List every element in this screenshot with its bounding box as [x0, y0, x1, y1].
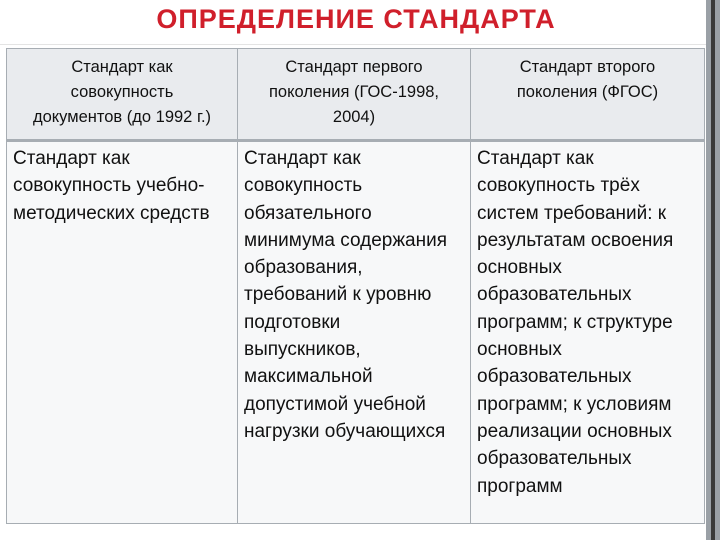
page-title: ОПРЕДЕЛЕНИЕ СТАНДАРТА	[156, 4, 556, 34]
header-first-generation	[238, 49, 471, 141]
header-pre-1992	[7, 49, 238, 141]
header-second-generation-text: Стандарт второго поколения (ФГОС)	[516, 58, 659, 101]
cell-second-generation	[471, 141, 705, 524]
slide-edge-rule-dark	[711, 0, 715, 540]
cell-first-generation-text: Стандарт как совокупность обязательного минимума содержания образования, требований к уровню подготовки выпускников, максимальной допустимой учебной нагрузки обучающихся	[244, 148, 448, 442]
header-first-generation-text: Стандарт первого поколения (ГОС-1998, 2004)	[268, 58, 440, 126]
cell-first-generation	[238, 141, 471, 524]
cell-pre-1992-text: Стандарт как совокупность учебно- методических средств	[13, 148, 210, 224]
standards-table	[6, 48, 705, 524]
cell-second-generation-text: Стандарт как совокупность трёх систем требований: к результатам освоения основных образовательных программ; к структуре основных образовательных программ; к условиям реализации основных образовательных программ	[477, 148, 674, 497]
table-row	[7, 141, 705, 524]
table-header-row	[7, 49, 705, 141]
slide-edge-rule	[706, 0, 720, 540]
header-pre-1992-text: Стандарт как совокупность документов (до 1992 г.)	[32, 58, 212, 126]
cell-pre-1992	[7, 141, 238, 524]
title-divider	[0, 44, 706, 45]
header-second-generation	[471, 49, 705, 141]
standards-table-container	[6, 48, 704, 524]
